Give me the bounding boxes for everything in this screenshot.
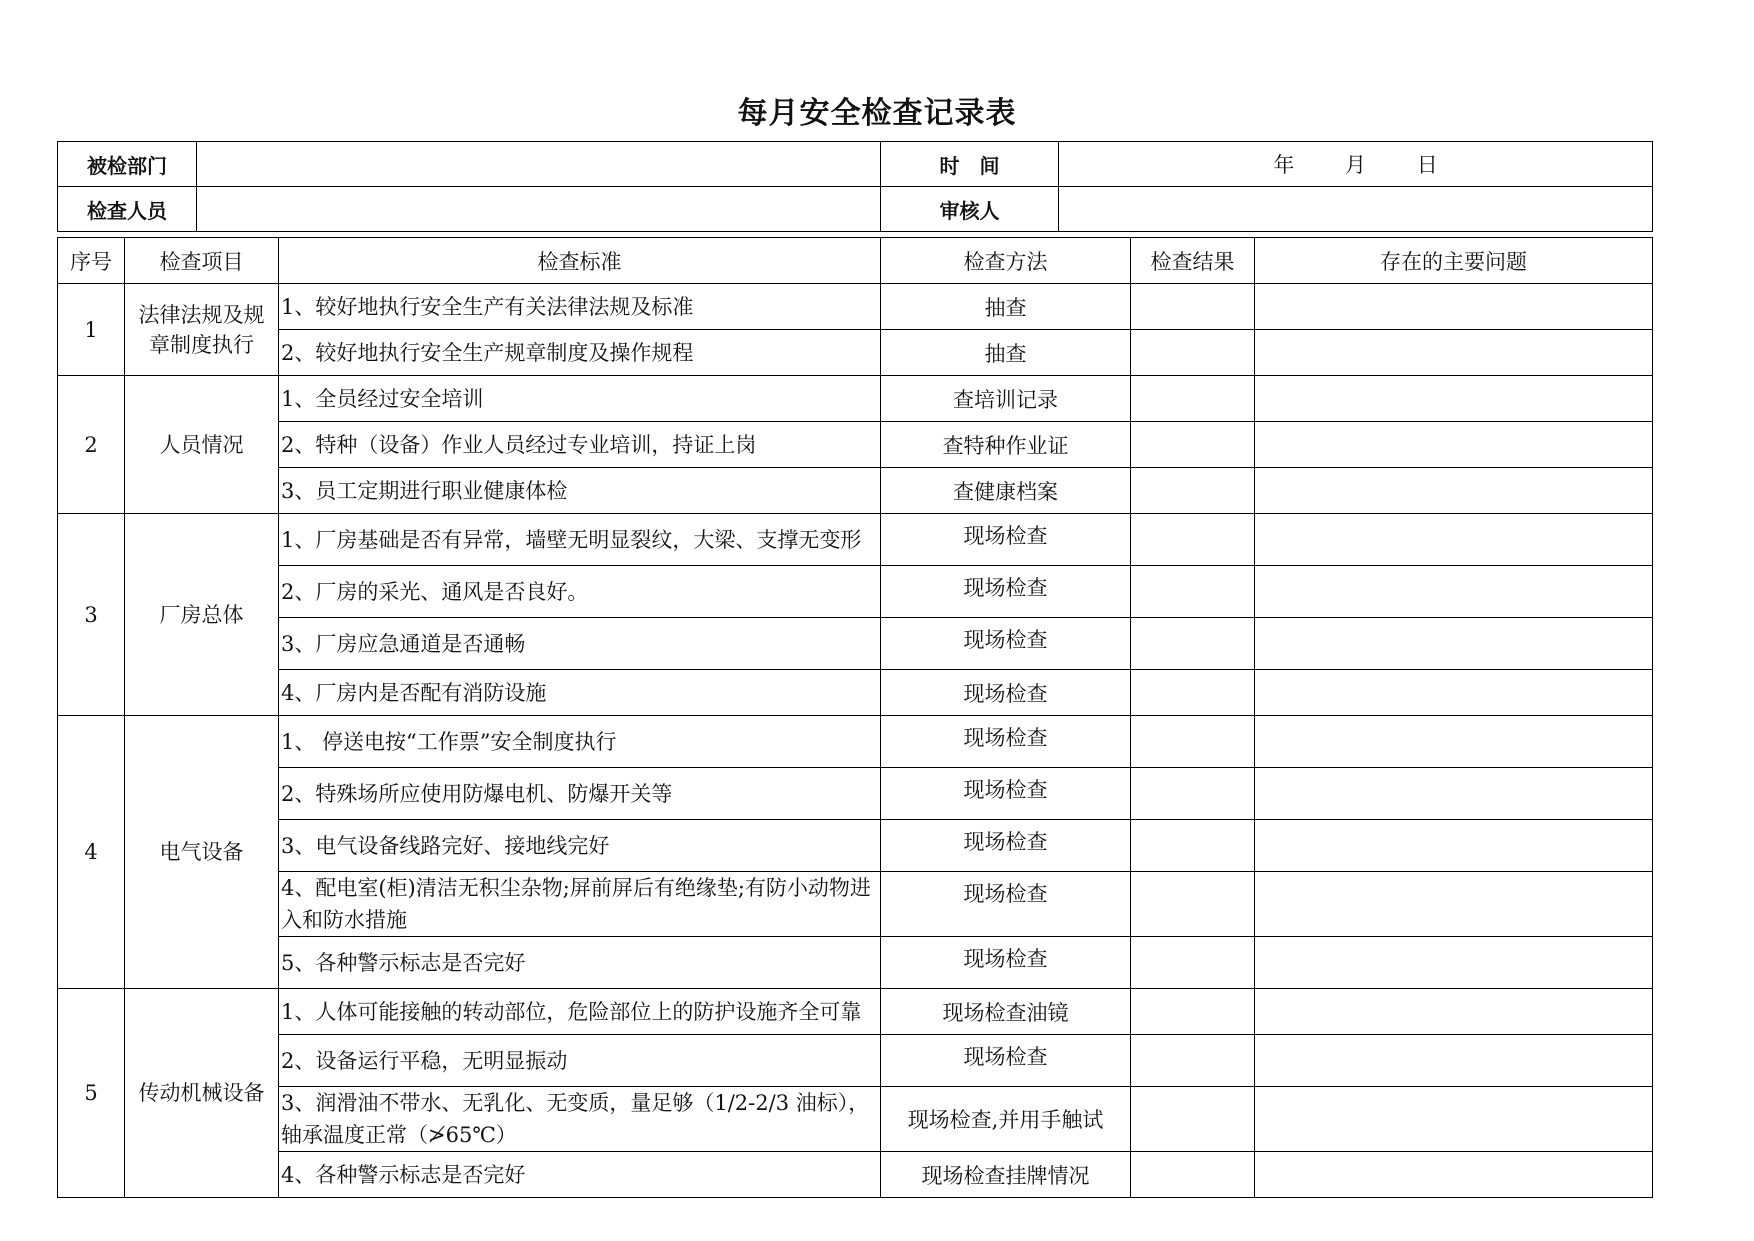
problem-field[interactable]: [1255, 376, 1653, 422]
result-field[interactable]: [1131, 468, 1255, 514]
inspection-standard: 5、各种警示标志是否完好: [279, 937, 881, 989]
inspection-method: 现场检查: [881, 716, 1131, 768]
inspection-standard: 1、厂房基础是否有异常，墙壁无明显裂纹，大梁、支撑无变形: [279, 514, 881, 566]
result-field[interactable]: [1131, 937, 1255, 989]
inspection-method: 查培训记录: [881, 376, 1131, 422]
problem-field[interactable]: [1255, 989, 1653, 1035]
table-row: [58, 618, 1653, 670]
header-info-table: [57, 141, 1653, 232]
inspection-method: 现场检查: [881, 1035, 1131, 1087]
inspection-standard: 1、 停送电按“工作票”安全制度执行: [279, 716, 881, 768]
result-field[interactable]: [1131, 1152, 1255, 1198]
table-row: [58, 872, 1653, 937]
problem-field[interactable]: [1255, 670, 1653, 716]
table-row: [58, 468, 1653, 514]
result-field[interactable]: [1131, 1087, 1255, 1152]
inspection-method: 现场检查油镜: [881, 989, 1131, 1035]
result-field[interactable]: [1131, 618, 1255, 670]
table-row: [58, 284, 1653, 330]
problem-field[interactable]: [1255, 468, 1653, 514]
inspection-standard: 3、润滑油不带水、无乳化、无变质，量足够（1/2-2/3 油标），轴承温度正常（≯65℃）: [279, 1087, 881, 1152]
problem-field[interactable]: [1255, 1035, 1653, 1087]
inspection-method: 现场检查: [881, 768, 1131, 820]
table-row: [58, 376, 1653, 422]
table-row: [58, 716, 1653, 768]
dept-label: 被检部门: [58, 142, 197, 187]
inspection-standard: 1、较好地执行安全生产有关法律法规及标准: [279, 284, 881, 330]
problem-field[interactable]: [1255, 1087, 1653, 1152]
table-row: [58, 768, 1653, 820]
result-field[interactable]: [1131, 820, 1255, 872]
result-field[interactable]: [1131, 1035, 1255, 1087]
problem-field[interactable]: [1255, 514, 1653, 566]
problem-field[interactable]: [1255, 820, 1653, 872]
table-row: [58, 566, 1653, 618]
reviewer-field[interactable]: [1059, 187, 1653, 232]
group-number: 3: [58, 514, 125, 716]
inspection-method: 查健康档案: [881, 468, 1131, 514]
inspection-method: 现场检查: [881, 872, 1131, 937]
page-title: 每月安全检查记录表: [737, 96, 1017, 131]
inspection-standard: 4、配电室(柜)清洁无积尘杂物;屏前屏后有绝缘垫;有防小动物进入和防水措施: [279, 872, 881, 937]
inspection-standard: 2、较好地执行安全生产规章制度及操作规程: [279, 330, 881, 376]
inspection-standard: 3、员工定期进行职业健康体检: [279, 468, 881, 514]
group-item: 传动机械设备: [125, 989, 279, 1198]
result-field[interactable]: [1131, 872, 1255, 937]
inspection-standard: 2、特殊场所应使用防爆电机、防爆开关等: [279, 768, 881, 820]
inspection-standard: 1、全员经过安全培训: [279, 376, 881, 422]
date-field[interactable]: [1059, 142, 1653, 187]
group-number: 5: [58, 989, 125, 1198]
result-field[interactable]: [1131, 670, 1255, 716]
group-item: 厂房总体: [125, 514, 279, 716]
inspection-method: 抽查: [881, 330, 1131, 376]
problem-field[interactable]: [1255, 937, 1653, 989]
group-item: 法律法规及规章制度执行: [125, 284, 279, 376]
time-label: 时 间: [881, 142, 1059, 187]
group-number: 4: [58, 716, 125, 989]
col-header-no: 序号: [58, 238, 125, 284]
problem-field[interactable]: [1255, 768, 1653, 820]
table-row: [58, 330, 1653, 376]
group-number: 1: [58, 284, 125, 376]
problem-field[interactable]: [1255, 872, 1653, 937]
problem-field[interactable]: [1255, 1152, 1653, 1198]
dept-field[interactable]: [197, 142, 881, 187]
problem-field[interactable]: [1255, 566, 1653, 618]
inspection-method: 现场检查: [881, 670, 1131, 716]
inspection-method: 现场检查: [881, 937, 1131, 989]
problem-field[interactable]: [1255, 422, 1653, 468]
result-field[interactable]: [1131, 514, 1255, 566]
col-header-result: 检查结果: [1131, 238, 1255, 284]
result-field[interactable]: [1131, 566, 1255, 618]
inspection-method: 查特种作业证: [881, 422, 1131, 468]
col-header-method: 检查方法: [881, 238, 1131, 284]
inspection-standard: 2、特种（设备）作业人员经过专业培训，持证上岗: [279, 422, 881, 468]
inspection-method: 现场检查挂牌情况: [881, 1152, 1131, 1198]
problem-field[interactable]: [1255, 618, 1653, 670]
table-row: [58, 989, 1653, 1035]
col-header-item: 检查项目: [125, 238, 279, 284]
table-row: [58, 422, 1653, 468]
result-field[interactable]: [1131, 768, 1255, 820]
date-month: 月: [1345, 153, 1366, 177]
inspection-standard: 3、厂房应急通道是否通畅: [279, 618, 881, 670]
inspection-method: 现场检查: [881, 618, 1131, 670]
date-day: 日: [1416, 153, 1438, 177]
table-row: [58, 1035, 1653, 1087]
result-field[interactable]: [1131, 716, 1255, 768]
group-item: 电气设备: [125, 716, 279, 989]
table-row: [58, 1152, 1653, 1198]
result-field[interactable]: [1131, 284, 1255, 330]
inspection-standard: 4、各种警示标志是否完好: [279, 1152, 881, 1198]
inspector-label: 检查人员: [58, 187, 197, 232]
inspection-standard: 2、厂房的采光、通风是否良好。: [279, 566, 881, 618]
table-row: [58, 514, 1653, 566]
inspection-standard: 3、电气设备线路完好、接地线完好: [279, 820, 881, 872]
table-header-row: [58, 238, 1653, 284]
problem-field[interactable]: [1255, 284, 1653, 330]
col-header-standard: 检查标准: [279, 238, 881, 284]
inspection-standard: 1、人体可能接触的转动部位，危险部位上的防护设施齐全可靠: [279, 989, 881, 1035]
table-row: [58, 1087, 1653, 1152]
group-item: 人员情况: [125, 376, 279, 514]
group-number: 2: [58, 376, 125, 514]
inspection-method: 抽查: [881, 284, 1131, 330]
inspection-method: 现场检查: [881, 514, 1131, 566]
result-field[interactable]: [1131, 376, 1255, 422]
result-field[interactable]: [1131, 330, 1255, 376]
table-row: [58, 820, 1653, 872]
inspection-method: 现场检查: [881, 820, 1131, 872]
problem-field[interactable]: [1255, 716, 1653, 768]
reviewer-label: 审核人: [881, 187, 1059, 232]
inspection-standard: 4、厂房内是否配有消防设施: [279, 670, 881, 716]
inspection-table: [57, 237, 1653, 1198]
result-field[interactable]: [1131, 989, 1255, 1035]
inspection-method: 现场检查: [881, 566, 1131, 618]
date-year: 年: [1273, 153, 1295, 177]
problem-field[interactable]: [1255, 330, 1653, 376]
table-row: [58, 937, 1653, 989]
col-header-problem: 存在的主要问题: [1255, 238, 1653, 284]
inspection-standard: 2、设备运行平稳，无明显振动: [279, 1035, 881, 1087]
result-field[interactable]: [1131, 422, 1255, 468]
table-row: [58, 670, 1653, 716]
inspector-field[interactable]: [197, 187, 881, 232]
inspection-method: 现场检查,并用手触试: [881, 1087, 1131, 1152]
